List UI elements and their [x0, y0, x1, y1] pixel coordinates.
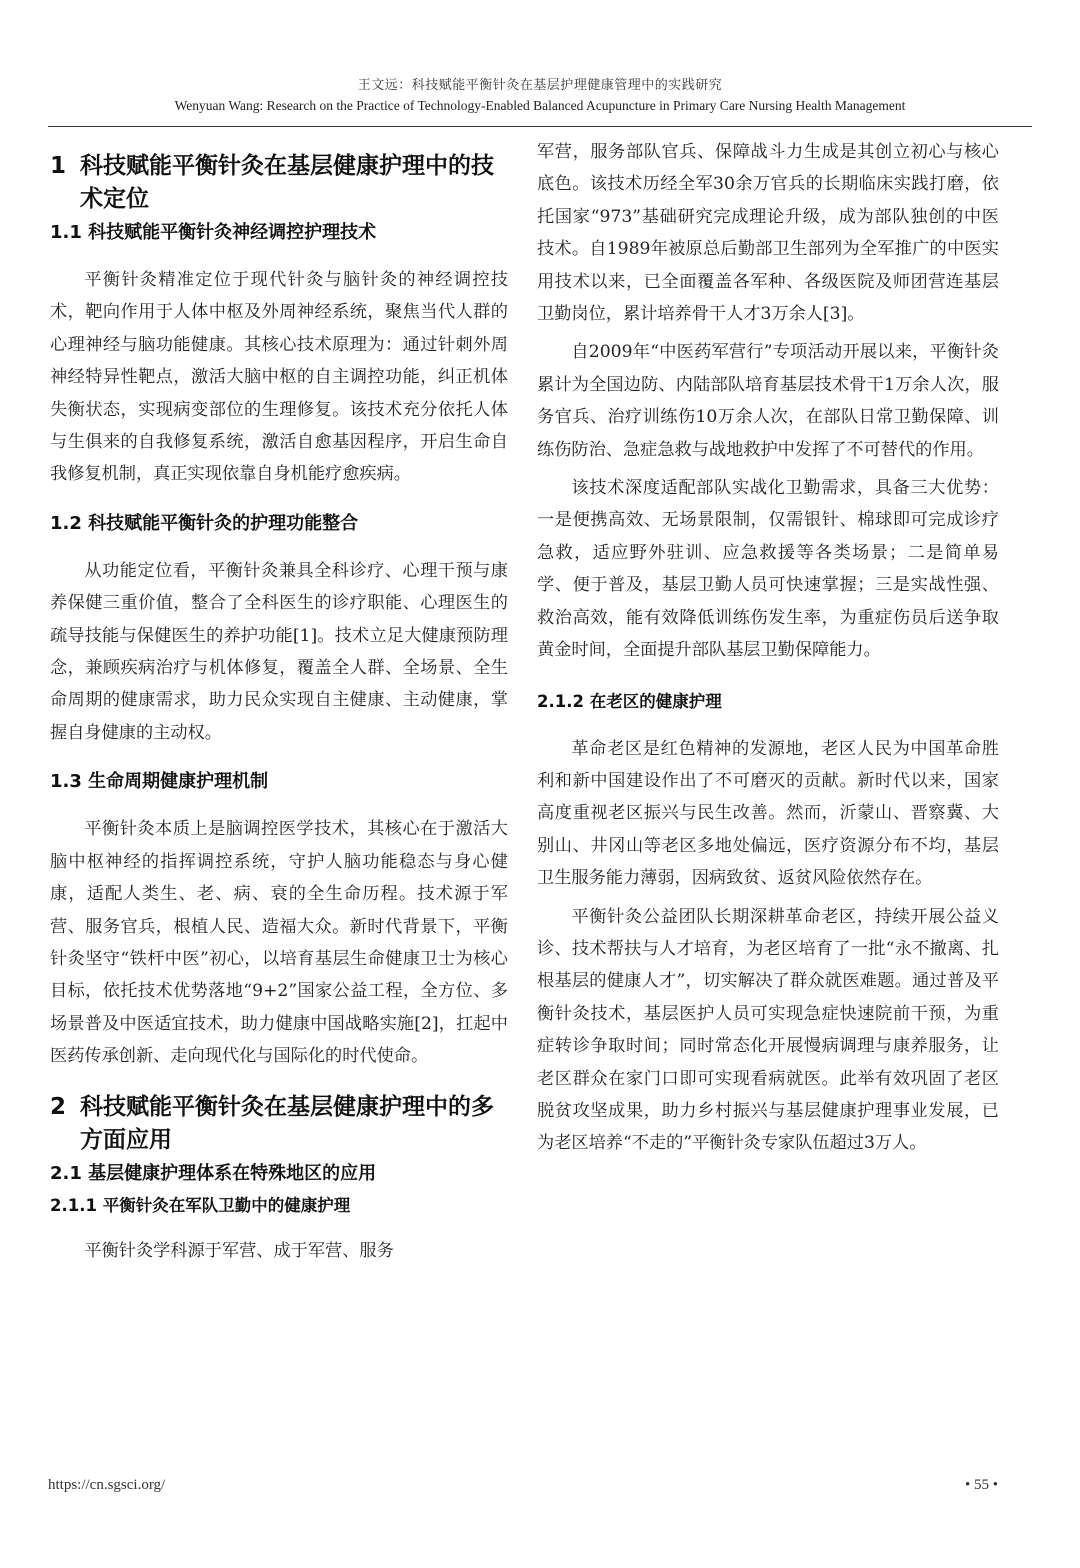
running-head-cn: 王文远：科技赋能平衡针灸在基层护理健康管理中的实践研究: [357, 78, 723, 93]
running-head: [0, 78, 1080, 115]
paragraph-2-1-1-b: 自2009年“中医药军营行”专项活动开展以来，平衡针灸累计为全国边防、内陆部队培育基层技术骨干1万余人次，服务官兵、治疗训练伤10万余人次，在部队日常卫勤保障、训练伤防治、急症急救与战地救护中发挥了不可替代的作用。: [537, 342, 999, 460]
section-1-number: 1: [50, 153, 67, 179]
section-1-heading: [50, 150, 508, 216]
section-2-title: 科技赋能平衡针灸在基层健康护理中的多方面应用: [80, 1093, 494, 1153]
paragraph-2-1-2-a: 革命老区是红色精神的发源地，老区人民为中国革命胜利和新中国建设作出了不可磨灭的贡献。新时代以来，国家高度重视老区振兴与民生改善。然而，沂蒙山、晋察冀、大别山、井冈山等老区多地处偏远，医疗资源分布不均，基层卫生服务能力薄弱，因病致贫、返贫风险依然存在。: [537, 738, 999, 889]
header-rule: [48, 126, 1032, 127]
footer-url: https://cn.sgsci.org/: [48, 1477, 166, 1493]
paragraph-2-1-2-b: 平衡针灸公益团队长期深耕革命老区，持续开展公益义诊、技术帮扶与人才培育，为老区培育了一批“永不撤离、扎根基层的健康人才”，切实解决了群众就医难题。通过普及平衡针灸技术，基层医护人员可实现急症快速院前干预，为重症转诊争取时间；同时常态化开展慢病调理与康养服务，让老区群众在家门口即可实现看病就医。此举有效巩固了老区脱贫攻坚成果，助力乡村振兴与基层健康护理事业发展，已为老区培养“不走的”平衡针灸专家队伍超过3万人。: [537, 906, 999, 1154]
section-2-number: 2: [50, 1093, 67, 1120]
paragraph-2-1-1-start: 平衡针灸学科源于军营、成于军营、服务: [84, 1240, 394, 1261]
paragraph-1-1: 平衡针灸精准定位于现代针灸与脑针灸的神经调控技术，靶向作用于人体中枢及外周神经系统，聚焦当代人群的心理神经与脑功能健康。其核心技术原理为：通过针刺外周神经特异性靶点，激活大脑中枢的自主调控功能，纠正机体失衡状态，实现病变部位的生理修复。该技术充分依托人体与生俱来的自我修复系统，激活自愈基因程序，开启生命自我修复机制，真正实现依靠自身机能疗愈疾病。: [50, 270, 508, 485]
subsection-1-3-heading: 1.3 生命周期健康护理机制: [50, 771, 269, 793]
section-1-title: 科技赋能平衡针灸在基层健康护理中的技术定位: [80, 153, 494, 212]
right-column: [537, 136, 999, 1160]
subsection-1-2-heading: 1.2 科技赋能平衡针灸的护理功能整合: [50, 512, 359, 534]
subsection-2-1-heading: 2.1 基层健康护理体系在特殊地区的应用: [50, 1162, 377, 1184]
paragraph-1-3: 平衡针灸本质上是脑调控医学技术，其核心在于激活大脑中枢神经的指挥调控系统，守护人脑功能稳态与身心健康，适配人类生、老、病、衰的全生命历程。技术源于军营、服务官兵，根植人民、造福大众。新时代背景下，平衡针灸坚守“铁杆中医”初心，以培育基层生命健康卫士为核心目标，依托技术优势落地“9+2”国家公益工程，全方位、多场景普及中医适宜技术，助力健康中国战略实施[2]，扛起中医药传承创新、走向现代化与国际化的时代使命。: [50, 819, 508, 1067]
paragraph-2-1-1-c: 该技术深度适配部队实战化卫勤需求，具备三大优势：一是便携高效、无场景限制，仅需银针、棉球即可完成诊疗急救，适应野外驻训、应急救援等各类场景；二是简单易学、便于普及，基层卫勤人员可快速掌握；三是实战性强、救治高效，能有效降低训练伤发生率，为重症伤员后送争取黄金时间，全面提升部队基层卫勤保障能力。: [537, 478, 999, 661]
page-number: • 55 •: [964, 1477, 998, 1493]
left-column: [50, 136, 508, 1267]
subsection-2-1-2-heading: 2.1.2 在老区的健康护理: [537, 691, 722, 711]
subsection-1-1-heading: 1.1 科技赋能平衡针灸神经调控护理技术: [50, 222, 377, 243]
section-2-heading: [50, 1091, 508, 1157]
subsection-2-1-1-heading: 2.1.1 平衡针灸在军队卫勤中的健康护理: [50, 1195, 351, 1215]
paragraph-1-2: 从功能定位看，平衡针灸兼具全科诊疗、心理干预与康养保健三重价值，整合了全科医生的诊疗职能、心理医生的疏导技能与保健医生的养护功能[1]。技术立足大健康预防理念，兼顾疾病治疗与机体修复，覆盖全人群、全场景、全生命周期的健康需求，助力民众实现自主健康、主动健康，掌握自身健康的主动权。: [50, 560, 508, 743]
paragraph-2-1-1-continued: 军营，服务部队官兵、保障战斗力生成是其创立初心与核心底色。该技术历经全军30余万官兵的长期临床实践打磨，依托国家“973”基础研究完成理论升级，成为部队独创的中医技术。自1989年被原总后勤部卫生部列为全军推广的中医实用技术以来，已全面覆盖各军种、各级医院及师团营连基层卫勤岗位，累计培养骨干人才3万余人[3]。: [537, 142, 999, 325]
running-head-en: Wenyuan Wang: Research on the Practice of Technology-Enabled Balanced Acupuncture in Primary Care Nursing Health Management: [174, 98, 906, 114]
